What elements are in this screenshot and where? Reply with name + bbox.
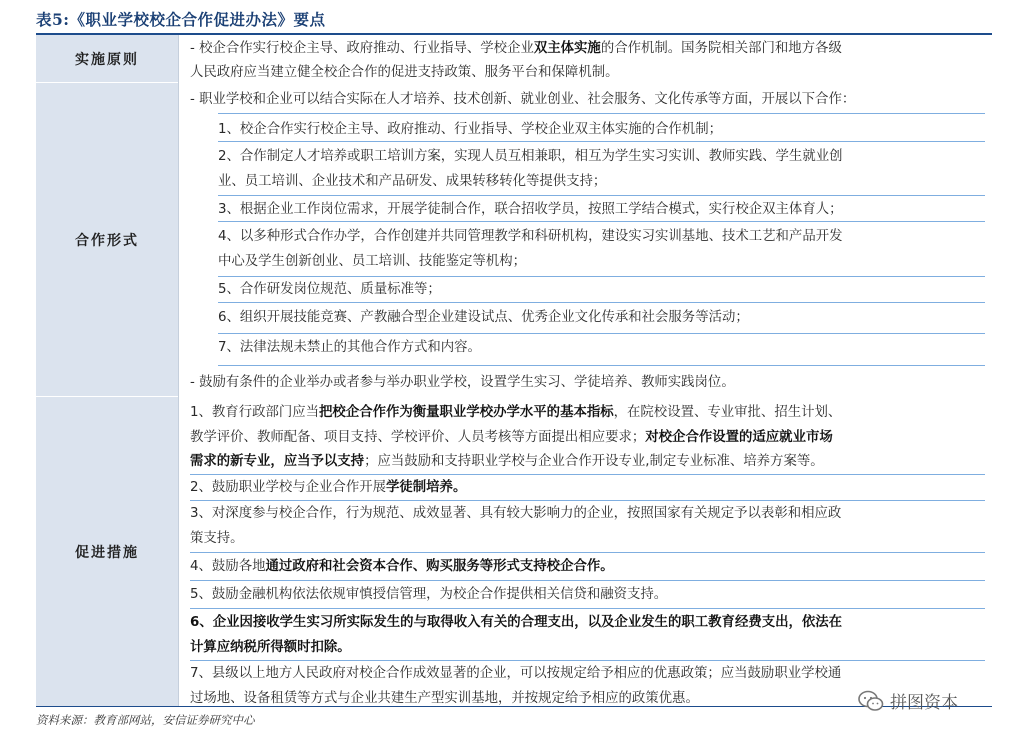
- measures-item: 5、鼓励金融机构依法依规审慎授信管理，为校企合作提供相关信贷和融资支持。: [190, 587, 668, 602]
- measures-item: 3、对深度参与校企合作，行为规范、成效显著、具有较大影响力的企业，按照国家有关规定予以表彰和相应政: [190, 506, 842, 521]
- label-principle: 实施原则: [36, 35, 178, 82]
- bold-text: 对校企合作设置的适应就业市场: [645, 430, 833, 445]
- measures-item: 2、鼓励职业学校与企业合作开展学徒制培养。: [190, 480, 467, 495]
- principle-line: - 校企合作实行校企主导、政府推动、行业指导、学校企业双主体实施的合作机制。国务院相关部门和地方各级: [190, 41, 842, 56]
- wechat-icon: [858, 690, 884, 712]
- forms-outro: - 鼓励有条件的企业举办或者参与举办职业学校，设置学生实习、学徒培养、教师实践岗位。: [190, 375, 735, 390]
- row-divider: [190, 474, 985, 475]
- forms-item: 7、法律法规未禁止的其他合作方式和内容。: [218, 340, 481, 355]
- measures-item: 教学评价、教师配备、项目支持、学校评价、人员考核等方面提出相应要求；对校企合作设置的适应就业市场: [190, 430, 833, 445]
- forms-intro: - 职业学校和企业可以结合实际在人才培养、技术创新、就业创业、社会服务、文化传承等方面，开展以下合作：: [190, 92, 856, 107]
- forms-item: 4、以多种形式合作办学，合作创建并共同管理教学和科研机构，建设实习实训基地、技术工艺和产品开发: [218, 229, 843, 244]
- watermark: [858, 688, 958, 713]
- measures-item: 7、县级以上地方人民政府对校企合作成效显著的企业，可以按规定给予相应的优惠政策；应当鼓励职业学校通: [190, 666, 842, 681]
- bottom-rule: [36, 706, 992, 707]
- column-divider: [178, 35, 179, 706]
- forms-item: 2、合作制定人才培养或职工培训方案，实现人员互相兼职，相互为学生实习实训、教师实践、学生就业创: [218, 149, 843, 164]
- label-measures: 促进措施: [36, 397, 178, 706]
- row-divider: [218, 113, 985, 114]
- bold-text: 把校企合作作为衡量职业学校办学水平的基本指标: [319, 405, 614, 420]
- forms-item: 5、合作研发岗位规范、质量标准等；: [218, 282, 441, 297]
- forms-item: 1、校企合作实行校企主导、政府推动、行业指导、学校企业双主体实施的合作机制；: [218, 122, 722, 137]
- row-divider: [218, 195, 985, 196]
- forms-item: 业、员工培训、企业技术和产品研发、成果转移转化等提供支持；: [218, 174, 607, 189]
- row-divider: [190, 660, 985, 661]
- forms-item: 3、根据企业工作岗位需求，开展学徒制合作，联合招收学员，按照工学结合模式，实行校企双主体育人；: [218, 202, 843, 217]
- forms-item: 中心及学生创新创业、员工培训、技能鉴定等机构；: [218, 254, 526, 269]
- table-title: 表5:《职业学校校企合作促进办法》要点: [36, 10, 326, 29]
- bold-text: 双主体实施: [533, 41, 601, 56]
- bold-text: 6、企业因接收学生实习所实际发生的与取得收入有关的合理支出，以及企业发生的职工教育经费支出，依法在: [190, 615, 843, 630]
- measures-item: [190, 611, 980, 635]
- label-forms: 合作形式: [36, 83, 178, 396]
- measures-item: 过场地、设备租赁等方式与企业共建生产型实训基地，并按规定给予相应的政策优惠。: [190, 691, 699, 706]
- row-divider: [190, 608, 985, 609]
- measures-item: [190, 636, 980, 660]
- row-divider: [190, 500, 985, 501]
- row-divider: [218, 302, 985, 303]
- row-divider: [218, 141, 985, 142]
- row-divider: [218, 365, 985, 366]
- section-divider: [36, 396, 992, 397]
- row-divider: [190, 580, 985, 581]
- principle-line: 人民政府应当建立健全校企合作的促进支持政策、服务平台和保障机制。: [190, 65, 619, 80]
- measures-item: 策支持。: [190, 531, 244, 546]
- source-note: 资料来源：教育部网站，安信证券研究中心: [36, 713, 255, 727]
- bold-text: 学徒制培养。: [386, 480, 467, 495]
- row-divider: [218, 333, 985, 334]
- row-divider: [190, 552, 985, 553]
- row-divider: [218, 221, 985, 222]
- watermark-text: 拼图资本: [890, 693, 958, 713]
- top-rule: [36, 33, 992, 35]
- bold-text: 通过政府和社会资本合作、购买服务等形式支持校企合作。: [265, 559, 614, 574]
- measures-item: 需求的新专业，应当予以支持；应当鼓励和支持职业学校与企业合作开设专业,制定专业标准、培养方案等。: [190, 454, 824, 469]
- measures-item: 4、鼓励各地通过政府和社会资本合作、购买服务等形式支持校企合作。: [190, 559, 614, 574]
- forms-item: 6、组织开展技能竞赛、产教融合型企业建设试点、优秀企业文化传承和社会服务等活动；: [218, 310, 749, 325]
- measures-item: 1、教育行政部门应当把校企合作作为衡量职业学校办学水平的基本指标，在院校设置、专业审批、招生计划、: [190, 405, 842, 420]
- bold-text: 需求的新专业，应当予以支持: [190, 454, 365, 469]
- row-divider: [218, 276, 985, 277]
- bold-text: 计算应纳税所得额时扣除。: [190, 640, 351, 655]
